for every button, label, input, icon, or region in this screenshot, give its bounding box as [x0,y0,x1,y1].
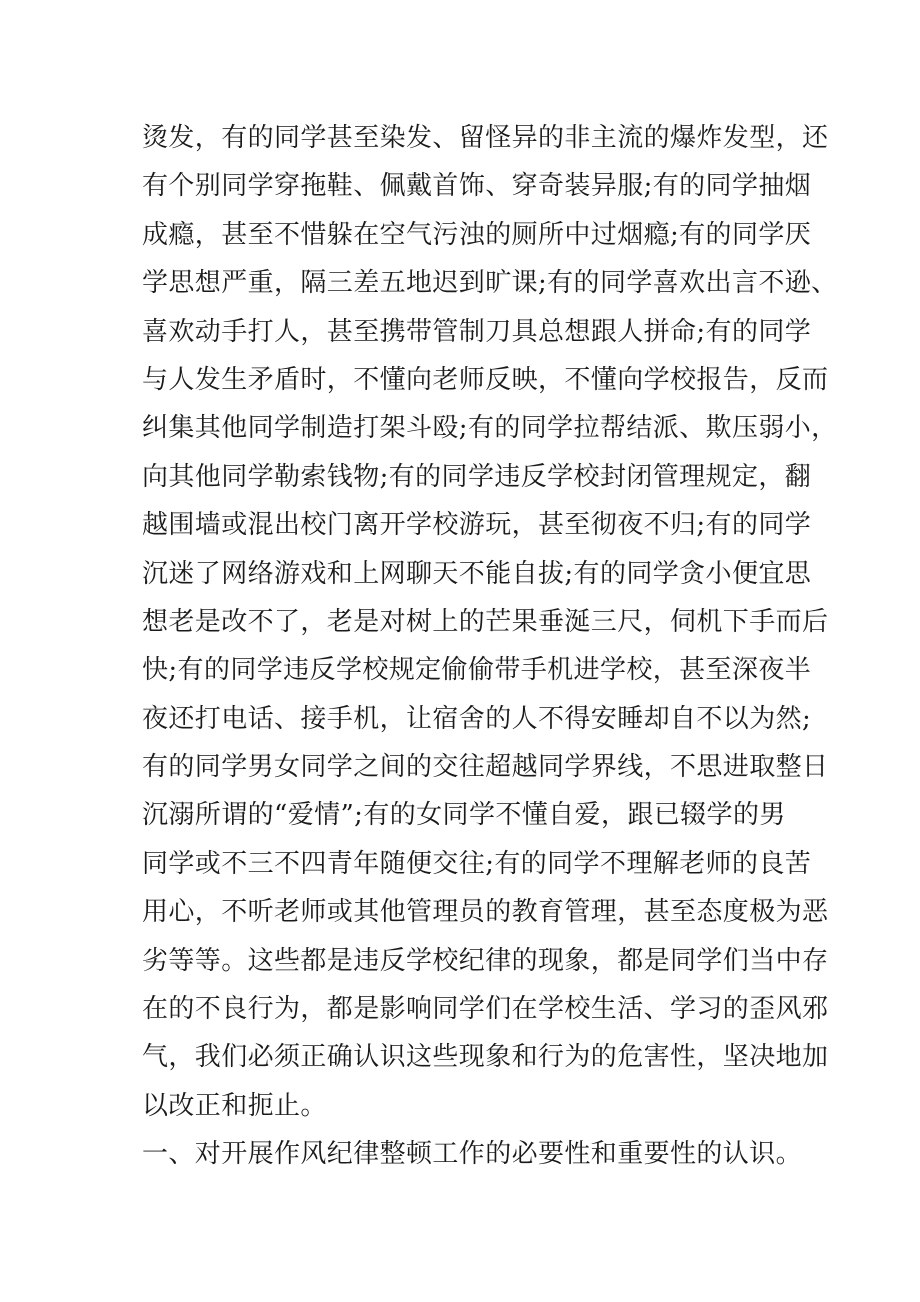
text-line: 学思想严重，隔三差五地迟到旷课;有的同学喜欢出言不逊、 [142,268,838,299]
text-line: 有个别同学穿拖鞋、佩戴首饰、穿奇装异服;有的同学抽烟 [142,171,812,202]
section-heading: 一、对开展作风纪律整顿工作的必要性和重要性的认识。 [142,1139,803,1170]
text-line: 与人发生矛盾时，不懂向老师反映，不懂向学校报告，反而 [142,364,829,395]
text-line: 沉溺所谓的“爱情”;有的女同学不懂自爱，跟已辍学的男 [142,800,786,831]
text-line: 劣等等。这些都是违反学校纪律的现象，都是同学们当中存 [142,945,829,976]
text-line: 在的不良行为，都是影响同学们在学校生活、学习的歪风邪 [142,994,829,1025]
text-line: 喜欢动手打人，甚至携带管制刀具总想跟人拼命;有的同学 [142,316,812,347]
text-line: 气，我们必须正确认识这些现象和行为的危害性，坚决地加 [142,1042,829,1073]
text-line: 沉迷了网络游戏和上网聊天不能自拔;有的同学贪小便宜思 [142,558,812,589]
text-line: 夜还打电话、接手机，让宿舍的人不得安睡却自不以为然; [142,703,812,734]
document-body [142,114,838,1179]
text-line: 越围墙或混出校门离开学校游玩，甚至彻夜不归;有的同学 [142,510,812,541]
text-line: 同学或不三不四青年随便交往;有的同学不理解老师的良苦 [142,848,812,879]
text-line: 烫发，有的同学甚至染发、留怪异的非主流的爆炸发型，还 [142,123,829,153]
text-line: 快;有的同学违反学校规定偷偷带手机进学校，甚至深夜半 [142,655,812,686]
text-line: 有的同学男女同学之间的交往超越同学界线，不思进取整日 [142,752,829,783]
text-line: 以改正和扼止。 [142,1090,327,1121]
text-line: 想老是改不了，老是对树上的芒果垂涎三尺，伺机下手而后 [142,606,829,637]
text-line: 向其他同学勒索钱物;有的同学违反学校封闭管理规定，翻 [142,461,812,492]
text-line: 纠集其他同学制造打架斗殴;有的同学拉帮结派、欺压弱小， [142,413,838,444]
text-line: 用心，不听老师或其他管理员的教育管理，甚至态度极为恶 [142,897,829,928]
text-line: 成瘾，甚至不惜躲在空气污浊的厕所中过烟瘾;有的同学厌 [142,219,812,250]
